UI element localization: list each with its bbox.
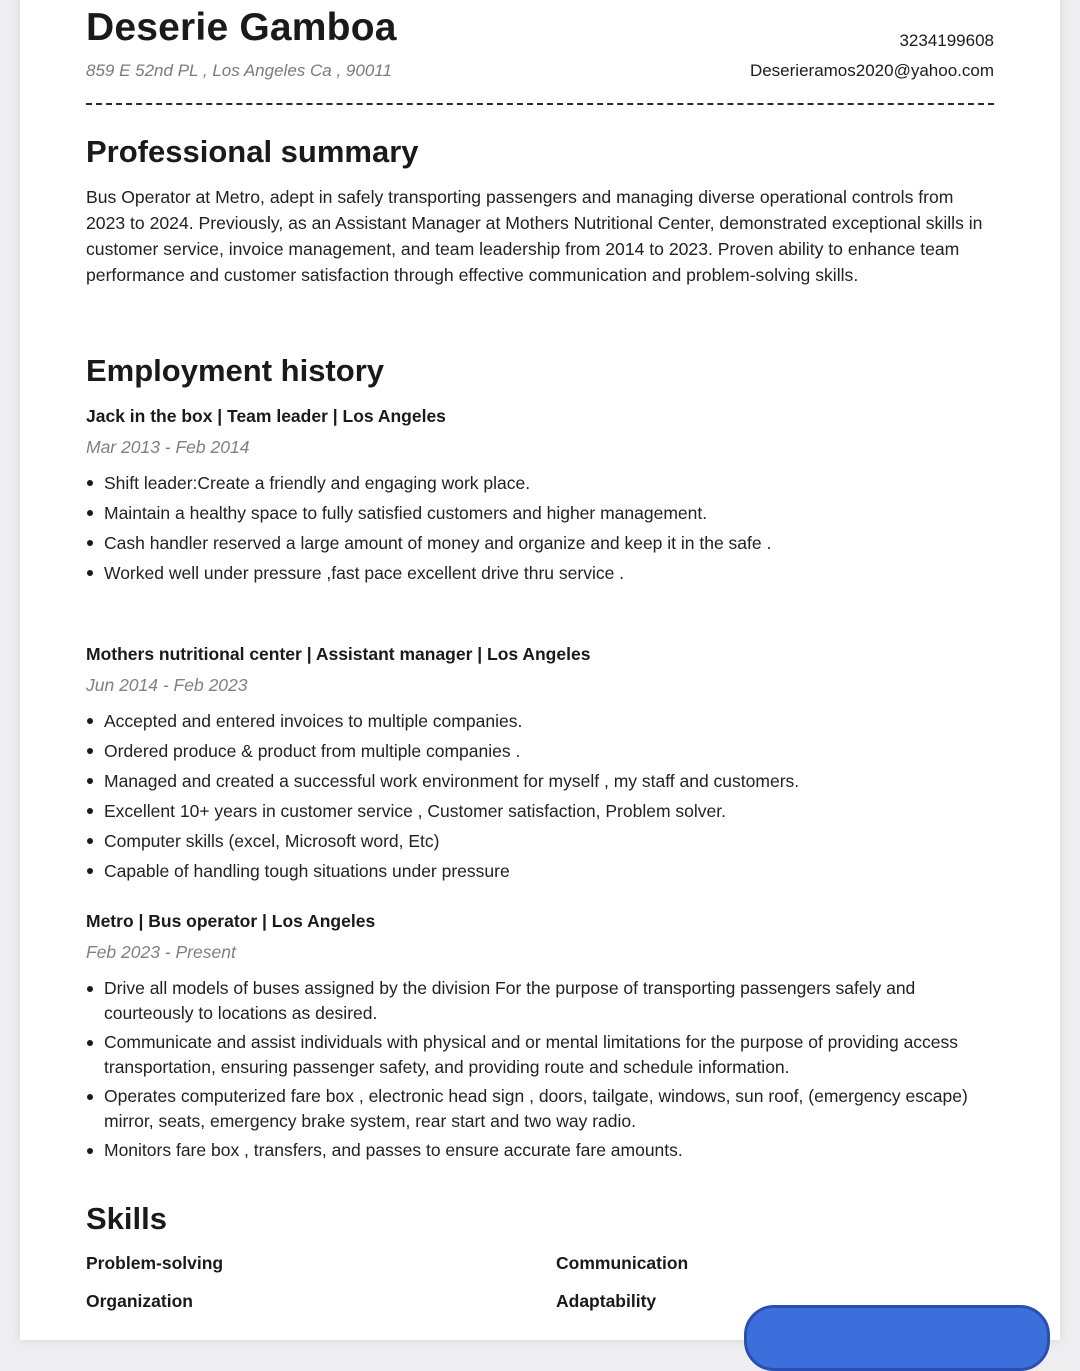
candidate-email: Deserieramos2020@yahoo.com [749,61,994,80]
job-dates: Feb 2023 - Present [86,942,236,962]
job-bullet: Worked well under pressure ,fast pace excellent drive thru service . [86,558,976,588]
job-bullet: Excellent 10+ years in customer service , Customer satisfaction, Problem solver. [86,796,976,826]
job-title: Jack in the box | Team leader | Los Angeles [86,406,446,426]
job-bullet: Capable of handling tough situations under pressure [86,856,976,886]
job-bullet: Operates computerized fare box , electronic head sign , doors, tailgate, windows, sun roof, (emergency escape) mirror, seats, emergency brake system, rear start and two way radio. [86,1084,976,1134]
job-bullet: Maintain a healthy space to fully satisfied customers and higher management. [86,498,976,528]
job-title: Mothers nutritional center | Assistant manager | Los Angeles [86,644,591,664]
skill-item: Organization [86,1291,193,1311]
job-bullet: Managed and created a successful work environment for myself , my staff and customers. [86,766,976,796]
job-bullet: Accepted and entered invoices to multiple companies. [86,706,976,736]
job-bullet: Monitors fare box , transfers, and passes to ensure accurate fare amounts. [86,1138,976,1163]
skill-item: Adaptability [556,1291,657,1311]
candidate-name: Deserie Gamboa [86,6,397,49]
job-bullet: Computer skills (excel, Microsoft word, Etc) [86,826,976,856]
header-divider [86,103,994,105]
skills-heading: Skills [86,1201,167,1236]
job-title: Metro | Bus operator | Los Angeles [86,911,376,931]
job-bullet: Drive all models of buses assigned by the division For the purpose of transporting passengers safely and courteously to locations as desired. [86,976,976,1026]
job-dates: Jun 2014 - Feb 2023 [86,675,248,695]
job-bullet-list [86,468,976,588]
job-bullet: Shift leader:Create a friendly and engaging work place. [86,468,976,498]
job-bullet: Communicate and assist individuals with physical and or mental limitations for the purpose of providing access transportation, ensuring passenger safety, and providing route and schedule information. [86,1030,976,1080]
candidate-address: 859 E 52nd PL , Los Angeles Ca , 90011 [86,61,392,80]
job-bullet-list [86,976,976,1167]
job-bullet: Cash handler reserved a large amount of money and organize and keep it in the safe . [86,528,976,558]
job-bullet-list [86,706,976,886]
skill-item: Problem-solving [86,1253,224,1273]
job-dates: Mar 2013 - Feb 2014 [86,437,250,457]
summary-text: Bus Operator at Metro, adept in safely transporting passengers and managing diverse operational controls from 2023 to 2024. Previously, as an Assistant Manager at Mothers Nutritional Center, demonstrated exceptional skills in customer service, invoice management, and team leadership from 2014 to 2023. Proven ability to enhance team performance and customer satisfaction through effective communication and problem-solving skills. [86,187,983,285]
floating-action-button[interactable] [744,1305,1050,1371]
summary-heading: Professional summary [86,134,419,169]
candidate-phone: 3234199608 [899,31,994,50]
job-bullet: Ordered produce & product from multiple companies . [86,736,976,766]
skill-item: Communication [556,1253,689,1273]
employment-heading: Employment history [86,353,384,388]
